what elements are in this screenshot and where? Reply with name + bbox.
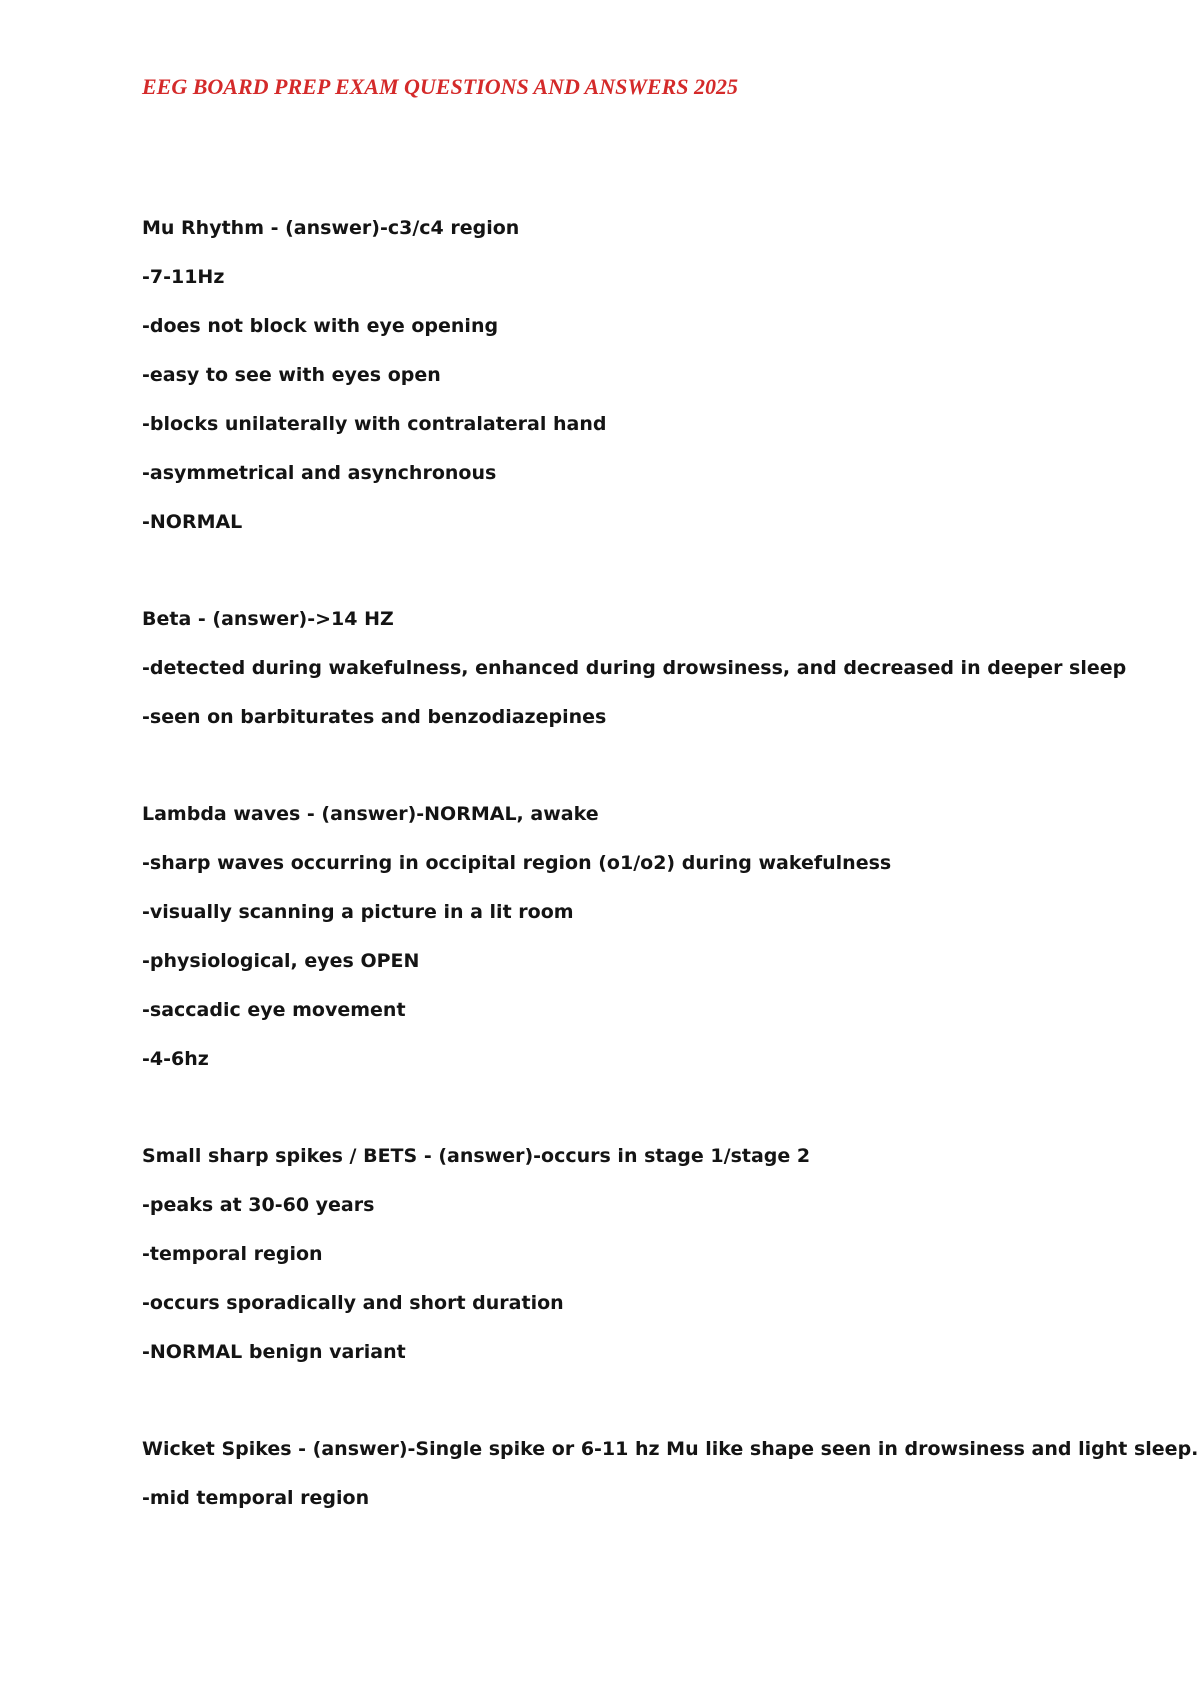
- entry-detail-line: -4-6hz: [142, 1048, 209, 1070]
- entry-detail-line: -physiological, eyes OPEN: [142, 950, 420, 972]
- entry-beta: [142, 604, 1142, 751]
- entry-detail-line: -saccadic eye movement: [142, 999, 406, 1021]
- entry-mu-rhythm: [142, 213, 1142, 556]
- entry-question-line: Mu Rhythm - (answer)-c3/c4 region: [142, 217, 520, 239]
- entry-detail-line: -easy to see with eyes open: [142, 364, 441, 386]
- document-title: EEG BOARD PREP EXAM QUESTIONS AND ANSWERS 2025: [142, 74, 738, 99]
- document-body: [142, 213, 1199, 1580]
- entry-question-line: Small sharp spikes / BETS - (answer)-occurs in stage 1/stage 2: [142, 1145, 811, 1167]
- entry-detail-line: -7-11Hz: [142, 266, 225, 288]
- entry-question-line: Lambda waves - (answer)-NORMAL, awake: [142, 803, 599, 825]
- entry-detail-line: -sharp waves occurring in occipital region (o1/o2) during wakefulness: [142, 852, 892, 874]
- entry-detail-line: -occurs sporadically and short duration: [142, 1292, 564, 1314]
- entry-detail-line: -mid temporal region: [142, 1487, 370, 1509]
- entry-detail-line: -seen on barbiturates and benzodiazepines: [142, 706, 607, 728]
- entry-question-line: Wicket Spikes - (answer)-Single spike or 6-11 hz Mu like shape seen in drowsiness and light sleep.: [142, 1438, 1199, 1460]
- entry-wicket-spikes: [142, 1434, 1199, 1532]
- entry-small-sharp-spikes: [142, 1141, 1142, 1386]
- entry-detail-line: -peaks at 30-60 years: [142, 1194, 375, 1216]
- entry-detail-line: -temporal region: [142, 1243, 323, 1265]
- entry-detail-line: -blocks unilaterally with contralateral hand: [142, 413, 607, 435]
- entry-detail-line: -NORMAL benign variant: [142, 1341, 406, 1363]
- entry-detail-line: -detected during wakefulness, enhanced during drowsiness, and decreased in deeper sleep: [142, 657, 1127, 679]
- entry-detail-line: -NORMAL: [142, 511, 243, 533]
- entry-detail-line: -asymmetrical and asynchronous: [142, 462, 497, 484]
- entry-question-line: Beta - (answer)->14 HZ: [142, 608, 394, 630]
- entry-detail-line: -does not block with eye opening: [142, 315, 499, 337]
- entry-lambda-waves: [142, 799, 1142, 1093]
- entry-detail-line: -visually scanning a picture in a lit room: [142, 901, 574, 923]
